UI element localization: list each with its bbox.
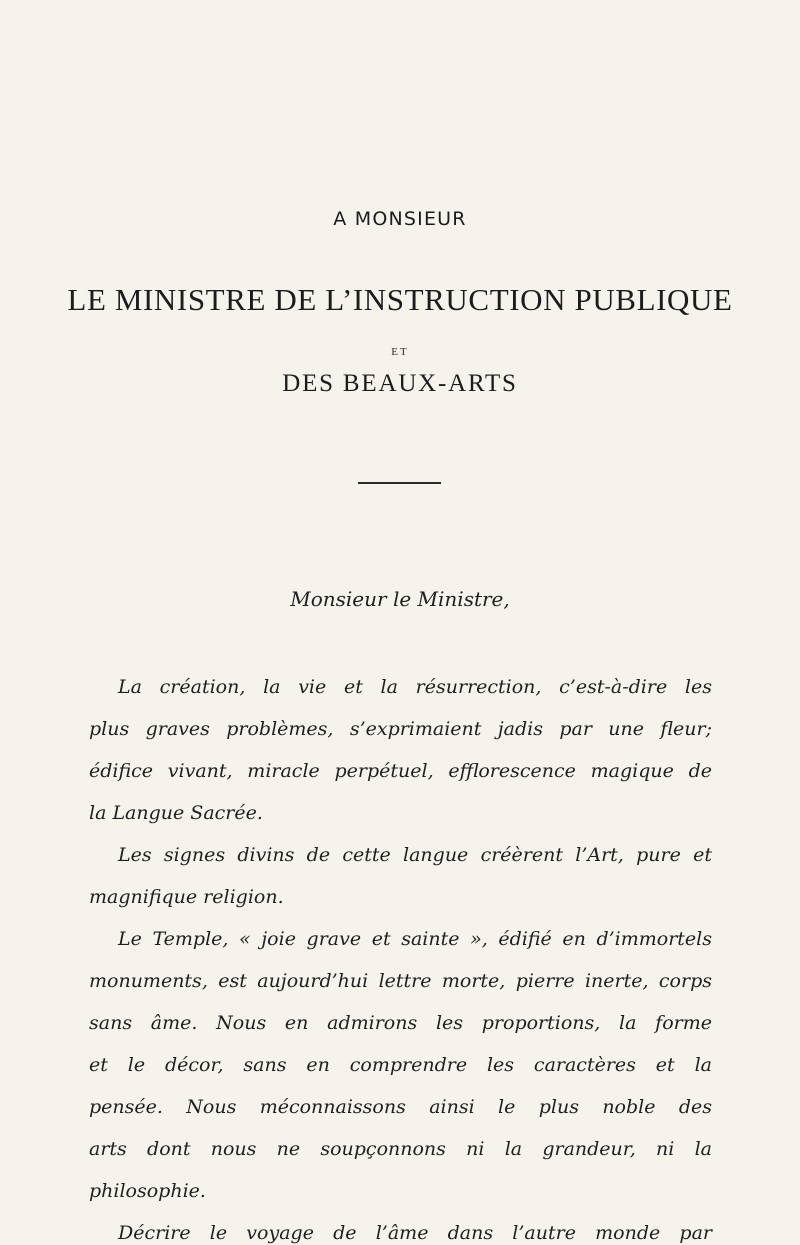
body-line-2: plus graves problèmes, s’exprimaient jadis par une fleur; [89, 718, 712, 740]
body-line-10: et le décor, sans en comprendre les caractères et la [89, 1054, 712, 1076]
salutation: Monsieur le Ministre, [290, 587, 510, 611]
dedication-line-3: ET [391, 346, 409, 358]
dedication-line-2: LE MINISTRE DE L’INSTRUCTION PUBLIQUE [67, 282, 733, 317]
body-line-6: magnifique religion. [89, 886, 284, 908]
body-line-13: philosophie. [89, 1180, 206, 1202]
body-line-7: Le Temple, « joie grave et sainte », édifié en d’immortels [118, 928, 712, 950]
dedication-line-1: A MONSIEUR [333, 208, 467, 230]
body-line-4: la Langue Sacrée. [89, 802, 263, 824]
body-line-5: Les signes divins de cette langue créèrent l’Art, pure et [118, 844, 712, 866]
body-line-12: arts dont nous ne soupçonnons ni la grandeur, ni la [89, 1138, 712, 1160]
body-line-11: pensée. Nous méconnaissons ainsi le plus noble des [89, 1096, 712, 1118]
dedication-line-4: DES BEAUX-ARTS [282, 370, 518, 397]
body-line-1: La création, la vie et la résurrection, c’est-à-dire les [118, 676, 712, 698]
body-line-14: Décrire le voyage de l’âme dans l’autre monde par [118, 1222, 712, 1244]
body-line-9: sans âme. Nous en admirons les proportions, la forme [89, 1012, 712, 1034]
body-line-8: monuments, est aujourd’hui lettre morte, pierre inerte, corps [89, 970, 712, 992]
separator-rule [358, 482, 441, 484]
body-line-3: édifice vivant, miracle perpétuel, efflorescence magique de [89, 760, 712, 782]
